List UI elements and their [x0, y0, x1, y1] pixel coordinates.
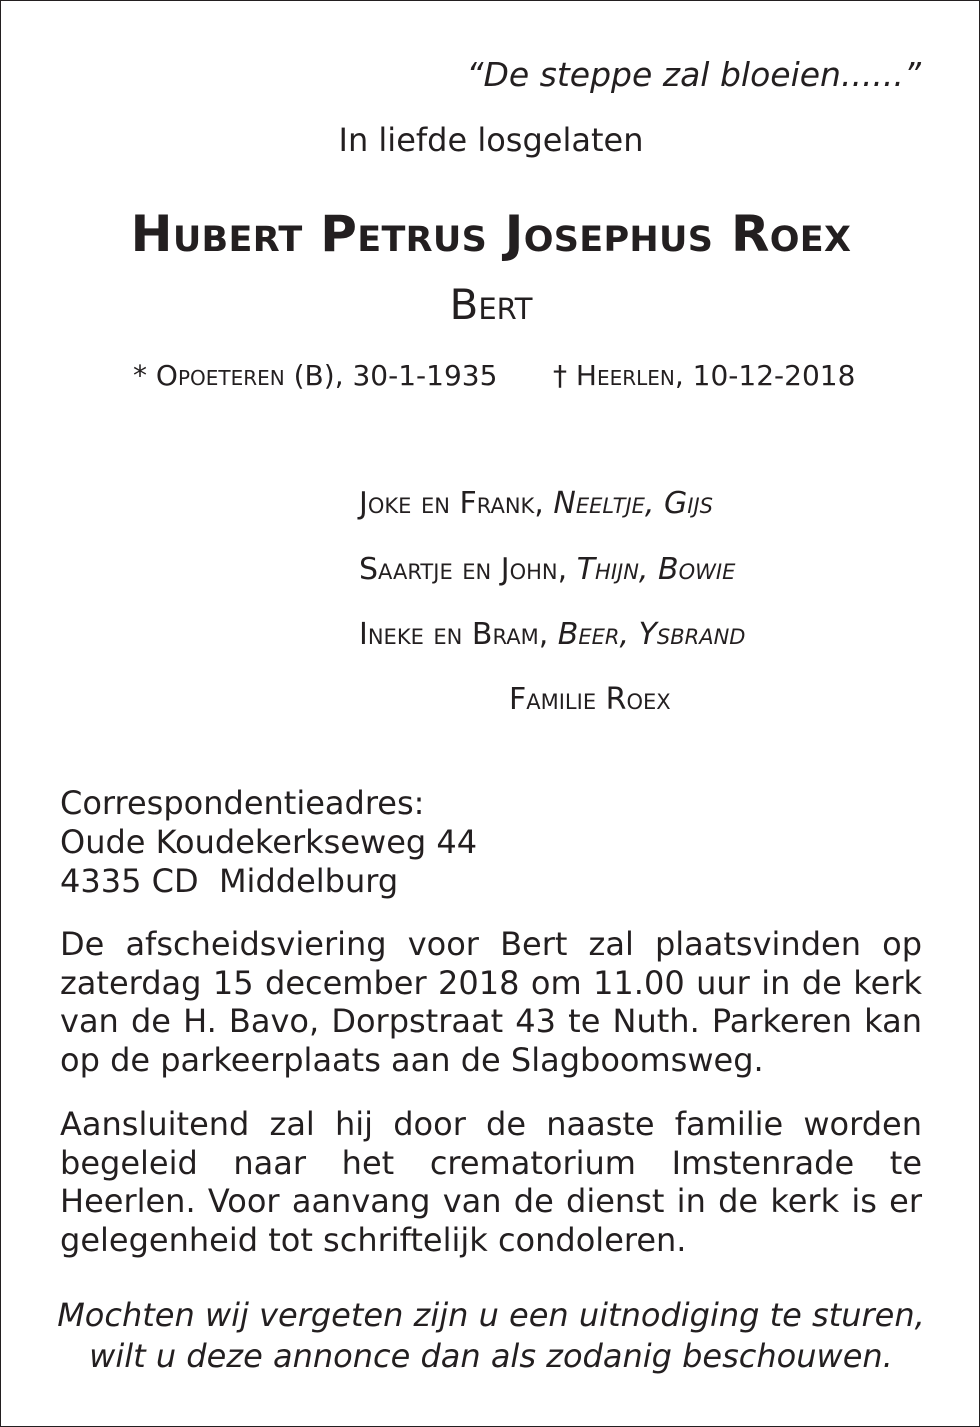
- deceased-nickname: Bert: [449, 280, 533, 329]
- family-children: Thijn, Bowie: [576, 552, 736, 587]
- quote: “De steppe zal bloeien......”: [466, 55, 921, 94]
- address-street: Oude Koudekerkseweg 44: [60, 823, 478, 861]
- birth-date: (B), 30-1-1935: [284, 359, 498, 392]
- family-line: [359, 550, 735, 590]
- family-couple: Saartje en John,: [359, 552, 577, 587]
- death-symbol: †: [553, 359, 567, 392]
- intro-text: In liefde losgelaten: [338, 121, 644, 159]
- death-date: , 10-12-2018: [674, 359, 856, 392]
- birth-place: Opoeteren: [155, 359, 285, 392]
- closing-line: Mochten wij vergeten zijn u een uitnodiging te sturen,: [57, 1296, 925, 1334]
- family-children: Neeltje, Gijs: [553, 486, 713, 521]
- closing-note: [1, 1295, 980, 1377]
- address-label: Correspondentieadres:: [60, 784, 425, 822]
- family-line: [359, 615, 745, 655]
- family-couple: Joke en Frank,: [359, 486, 554, 521]
- death-info: [553, 357, 855, 395]
- family-line: [359, 484, 713, 524]
- death-place: Heerlen: [575, 359, 675, 392]
- birth-symbol: *: [133, 359, 147, 392]
- address-city: 4335 CD Middelburg: [60, 862, 399, 900]
- birth-info: [133, 357, 497, 395]
- cremation-paragraph: Aansluitend zal hij door de naaste familie worden begeleid naar het crematorium Imstenrade te Heerlen. Voor aanvang van de dienst in de kerk is er gelegenheid tot schriftelijk condoleren.: [60, 1105, 922, 1259]
- family-couple: Ineke en Bram,: [359, 617, 558, 652]
- ceremony-paragraph: De afscheidsviering voor Bert zal plaatsvinden op zaterdag 15 december 2018 om 11.00 uur in de kerk van de H. Bavo, Dorpstraat 43 te Nuth. Parkeren kan op de parkeerplaats aan de Slagboomsweg.: [60, 925, 922, 1079]
- closing-line: wilt u deze annonce dan als zodanig beschouwen.: [89, 1337, 893, 1375]
- family-name: Familie Roex: [509, 682, 671, 717]
- deceased-full-name: Hubert Petrus Josephus Roex: [130, 205, 852, 263]
- family-children: Beer, Ysbrand: [557, 617, 746, 652]
- correspondence-address: [60, 784, 477, 901]
